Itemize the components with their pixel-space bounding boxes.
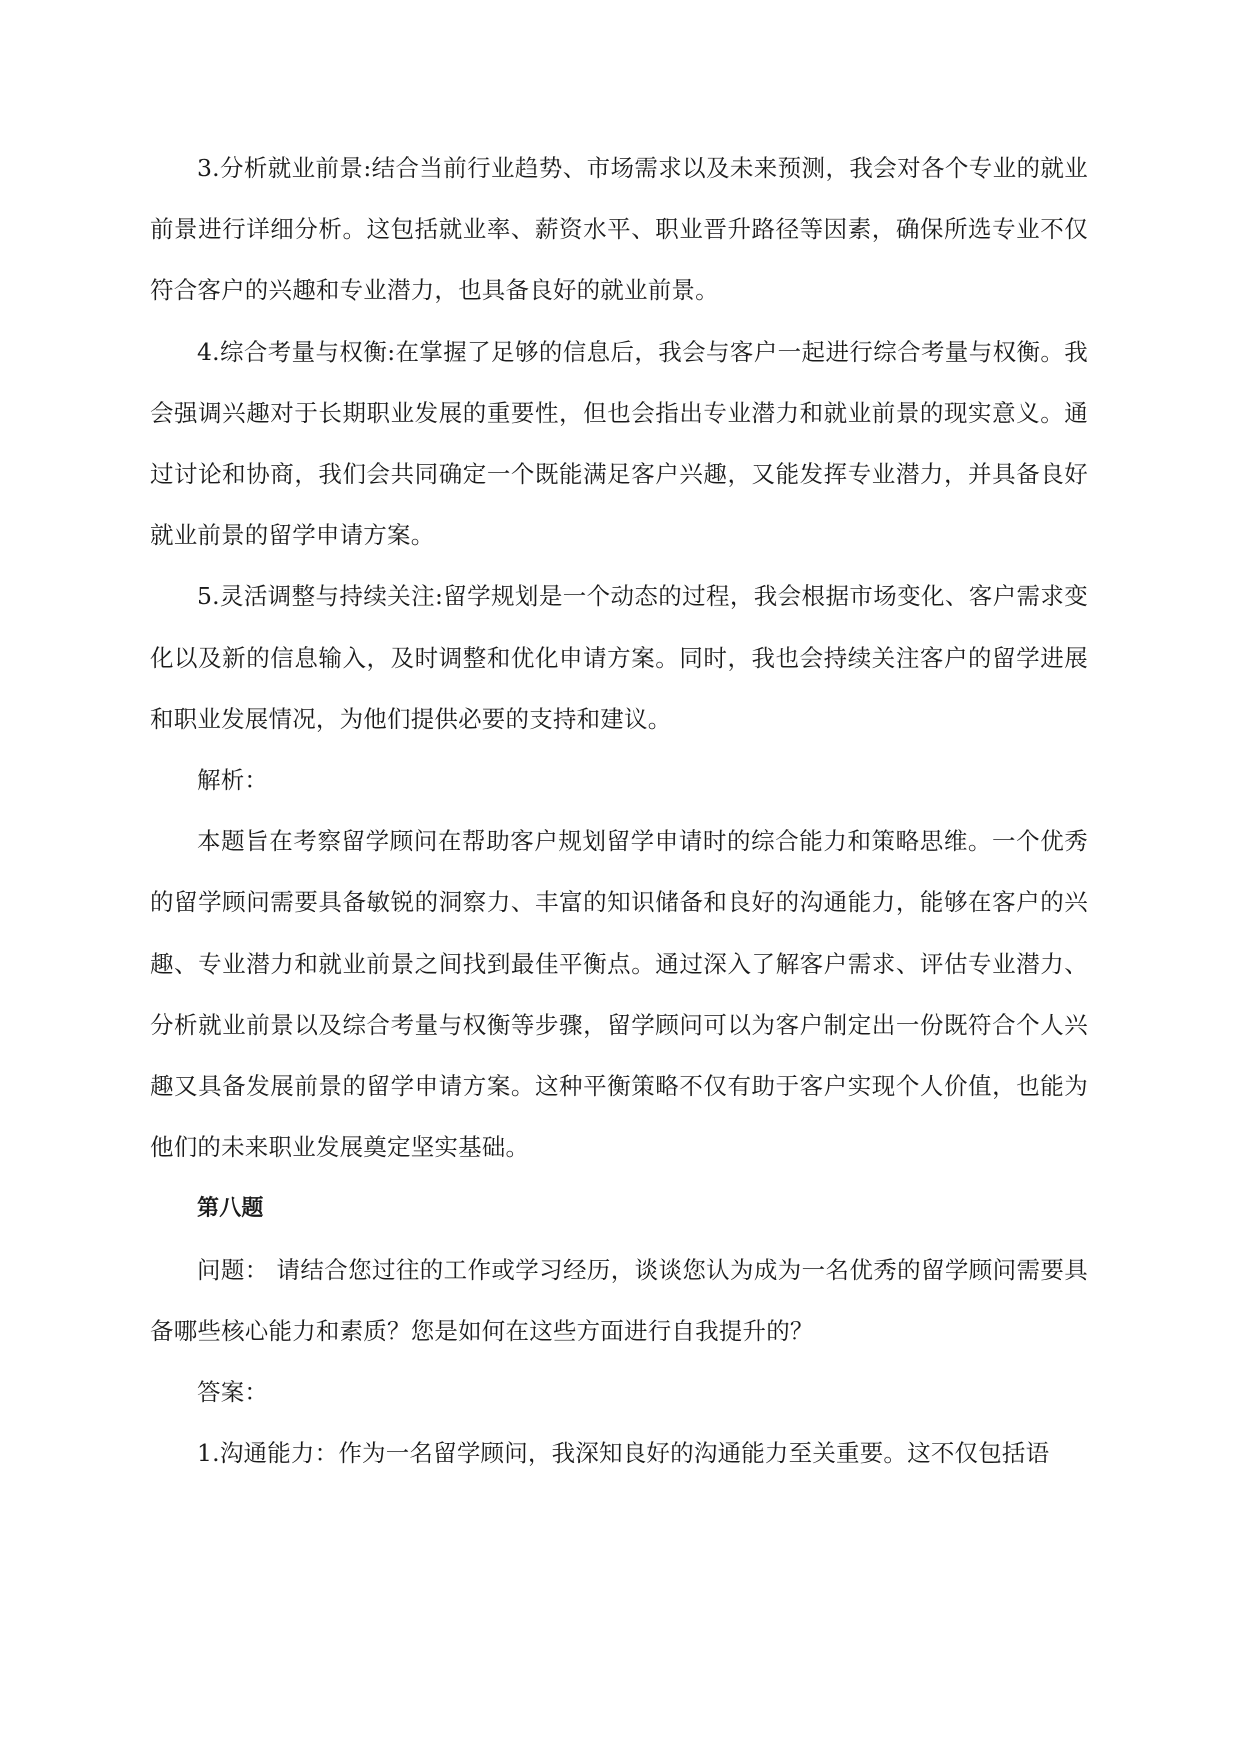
- paragraph-employment-outlook: 3.分析就业前景:结合当前行业趋势、市场需求以及未来预测，我会对各个专业的就业前景进行详细分析。这包括就业率、薪资水平、职业晋升路径等因素，确保所选专业不仅符合客户的兴趣和专业潜力，也具备良好的就业前景。: [150, 154, 1088, 305]
- document-body: [150, 138, 1088, 1484]
- analysis-label: 解析：: [197, 766, 269, 795]
- paragraph-flexible-adjustment: 5.灵活调整与持续关注:留学规划是一个动态的过程，我会根据市场变化、客户需求变化以及新的信息输入，及时调整和优化申请方案。同时，我也会持续关注客户的留学进展和职业发展情况，为他们提供必要的支持和建议。: [150, 582, 1088, 733]
- paragraph-analysis: 本题旨在考察留学顾问在帮助客户规划留学申请时的综合能力和策略思维。一个优秀的留学顾问需要具备敏锐的洞察力、丰富的知识储备和良好的沟通能力，能够在客户的兴趣、专业潜力和就业前景之间找到最佳平衡点。通过深入了解客户需求、评估专业潜力、分析就业前景以及综合考量与权衡等步骤，留学顾问可以为客户制定出一份既符合个人兴趣又具备发展前景的留学申请方案。这种平衡策略不仅有助于客户实现个人价值，也能为他们的未来职业发展奠定坚实基础。: [150, 827, 1088, 1162]
- section-heading: 第八题: [197, 1196, 264, 1222]
- answer-label: 答案：: [197, 1378, 269, 1407]
- paragraph-communication: 1.沟通能力：作为一名留学顾问，我深知良好的沟通能力至关重要。这不仅包括语: [197, 1439, 1050, 1468]
- paragraph-comprehensive-balance: 4.综合考量与权衡:在掌握了足够的信息后，我会与客户一起进行综合考量与权衡。我会强调兴趣对于长期职业发展的重要性，但也会指出专业潜力和就业前景的现实意义。通过讨论和协商，我们会共同确定一个既能满足客户兴趣，又能发挥专业潜力，并具备良好就业前景的留学申请方案。: [150, 337, 1088, 550]
- paragraph-question: 问题： 请结合您过往的工作或学习经历，谈谈您认为成为一名优秀的留学顾问需要具备哪些核心能力和素质？您是如何在这些方面进行自我提升的？: [150, 1255, 1088, 1345]
